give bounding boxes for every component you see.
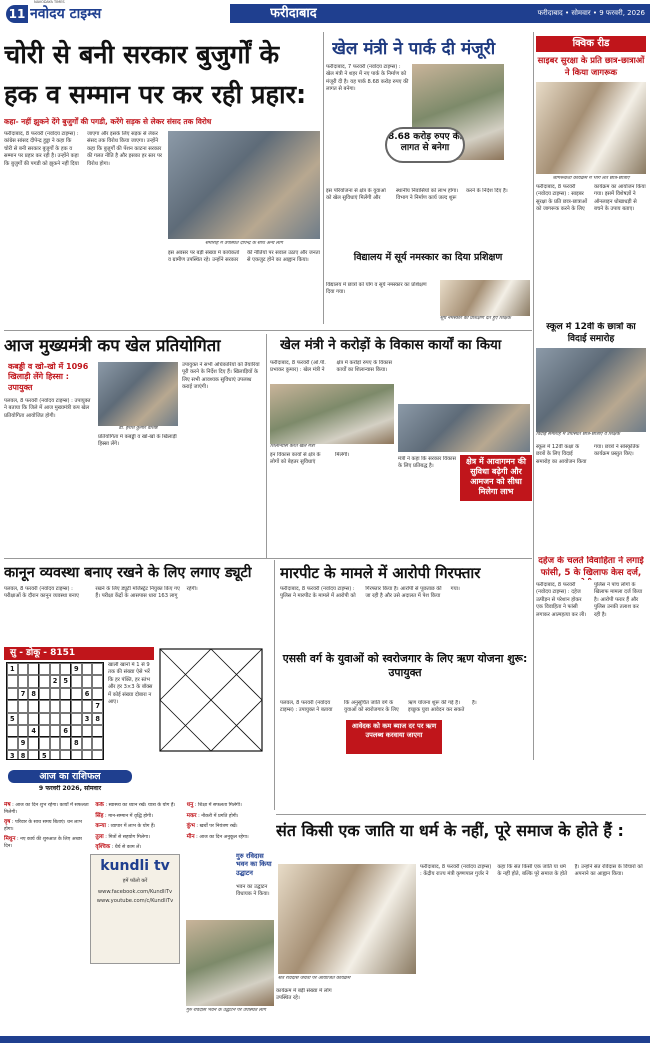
sudoku-cell xyxy=(7,688,18,700)
section-rule xyxy=(4,558,532,559)
sudoku-cell xyxy=(18,725,29,737)
rashi-text: शिक्षा में सफलता मिलेगी। xyxy=(197,803,242,808)
rashi-item: कर्क : स्वास्थ्य का ध्यान रखें। यात्रा के योग हैं। xyxy=(95,802,176,808)
law-headline: कानून व्यवस्था बनाए रखने के लिए लगाए ड्यूटी xyxy=(4,565,252,581)
saint-caption: संत रविदास जयंती पर आयोजित कार्यक्रम xyxy=(278,976,351,981)
rashi-text: नए कार्य की शुरुआत के लिए अच्छा दिन। xyxy=(4,837,82,849)
projects-body-2: इन विकास कार्यों से क्षेत्र के लोगों को बेहतर सुविधाएं मिलेंगी। xyxy=(270,452,350,466)
sudoku-cell xyxy=(60,688,71,700)
saint-headline: संत किसी एक जाति या धर्म के नहीं, पूरे समाज के होते हैं : xyxy=(276,821,624,840)
sudoku-cell xyxy=(92,750,103,760)
sudoku-cell xyxy=(50,750,61,760)
sudoku-cell xyxy=(60,713,71,725)
column-rule xyxy=(533,32,534,760)
projects-headline: खेल मंत्री ने करोड़ों के विकास कार्यों का किया xyxy=(280,338,502,353)
sudoku-cell xyxy=(18,663,29,675)
ad-line-2: www.facebook.com/KundliTv xyxy=(97,888,173,895)
rashi-item: मेष : आज का दिन शुभ रहेगा। कार्यों में सफलता मिलेगी। xyxy=(4,802,89,815)
section-rule xyxy=(276,814,646,815)
column-rule xyxy=(274,560,275,810)
farewell-body: स्कूल में 12वीं कक्षा के छात्रों के लिए विदाई समारोह का आयोजन किया गया। छात्रों ने सांस्कृतिक कार्यक्रम प्रस्तुत किए। xyxy=(536,444,640,465)
loan-headline: एससी वर्ग के युवाओं को स्वरोजगार के लिए ऋण योजना शुरू: उपायुक्त xyxy=(282,652,528,679)
sudoku-cell: 5 xyxy=(7,713,18,725)
sudoku-cell xyxy=(50,700,61,712)
sudoku-cell xyxy=(28,700,39,712)
rashi-text: आज का दिन अनुकूल रहेगा। xyxy=(199,834,249,840)
loan-body: पलवल, 8 फरवरी (नवोदय टाइम्स) : उपायुक्त ने बताया कि अनुसूचित जाति वर्ग के युवाओं को स्वरोजगार के लिए ऋण योजना शुरू की गई है। इच्छुक युवा आवेदन कर सकते हैं। xyxy=(280,700,477,714)
sudoku-cell xyxy=(39,663,50,675)
sudoku-cell: 8 xyxy=(92,713,103,725)
sudoku-cell xyxy=(92,688,103,700)
masthead: नवोदय टाइम्स xyxy=(30,6,102,22)
projects-photo-caption: शिलान्यास करते खेल मंत्री xyxy=(270,444,315,449)
sudoku-cell xyxy=(28,737,39,749)
sudoku-cell xyxy=(82,700,93,712)
sudoku-cell xyxy=(50,688,61,700)
rashi-sign: मेष xyxy=(4,802,11,808)
sudoku-cell xyxy=(7,725,18,737)
rashi-sign: कर्क xyxy=(95,802,104,808)
farewell-caption: विदाई समारोह में उपस्थित छात्र-छात्राएं व शिक्षक xyxy=(536,432,620,437)
saint-body-1: फरीदाबाद, 8 फरवरी (नवोदय टाइम्स) : केंद्रीय राज्य मंत्री कृष्णपाल गुर्जर ने कहा कि संत किसी एक जाति या धर्म के नहीं होते, बल्कि पूरे समाज के होते हैं। उन्होंने संत रविदास के विचारों को अपनाने का आह्वान किया। xyxy=(420,864,643,878)
sudoku-cell xyxy=(82,675,93,687)
cm-cup-headline: आज मुख्यमंत्री कप खेल प्रतियोगिता xyxy=(4,336,221,355)
lead-deck: कहा- नहीं झुकने देंगे बुजुर्गों की पगडी, करेंगे सड़क से लेकर संसद तक विरोध xyxy=(4,117,212,126)
sudoku-grid xyxy=(6,662,104,760)
loan-highlight-box: आवेदक को कम ब्याज दर पर ऋण उपलब्ध करवाया जाएगा xyxy=(346,720,442,754)
sudoku-cell xyxy=(18,675,29,687)
sudoku-cell xyxy=(18,700,29,712)
rashi-sign: मकर xyxy=(186,812,197,819)
rashi-item: मकर : नौकरी में प्रगति होगी। xyxy=(186,812,239,819)
assault-body: फरीदाबाद, 8 फरवरी (नवोदय टाइम्स) : पुलिस ने मारपीट के मामले में आरोपी को गिरफ्तार किया है। आरोपी से पूछताछ की जा रही है और उसे अदालत में पेश किया गया। xyxy=(280,586,460,600)
dateline: फरीदाबाद • सोमवार • 9 फरवरी, 2026 xyxy=(537,9,645,17)
rashi-text: धैर्य से काम लें। xyxy=(114,845,142,851)
sudoku-cell xyxy=(60,700,71,712)
section-label: फरीदाबाद xyxy=(270,6,317,21)
quick-read-label: क्विक रीड xyxy=(536,36,646,52)
workshop-headline: विद्यालय में सूर्य नमस्कार का दिया प्रशिक्षण xyxy=(326,251,530,279)
projects-photo-2 xyxy=(398,404,530,452)
workshop-body: विद्यालय में छात्रों को योग व सूर्य नमस्कार का प्रशिक्षण दिया गया। xyxy=(326,282,427,296)
rashi-item: सिंह : मान-सम्मान में वृद्धि होगी। xyxy=(95,812,153,819)
quick-read-headline: साइबर सुरक्षा के प्रति छात्र-छात्राओं ने किया जागरूक xyxy=(537,55,645,77)
guru-body: भवन का उद्घाटन विधायक ने किया। xyxy=(236,884,270,898)
sudoku-cell xyxy=(92,725,103,737)
saint-photo xyxy=(278,864,416,974)
rashi-text: खर्चों पर नियंत्रण रखें। xyxy=(199,824,238,830)
sudoku-cell xyxy=(39,700,50,712)
sudoku-cell: 6 xyxy=(60,725,71,737)
rashifal-label: आज का राशिफल xyxy=(8,770,132,783)
rashi-text: मान-सम्मान में वृद्धि होगी। xyxy=(108,813,153,819)
sudoku-label: सु - डोकू - 8151 xyxy=(4,647,154,660)
sudoku-cell xyxy=(39,675,50,687)
sudoku-cell xyxy=(50,737,61,749)
rashi-text: व्यापार में लाभ के योग हैं। xyxy=(110,824,156,830)
sudoku-cell xyxy=(39,737,50,749)
sudoku-cell: 6 xyxy=(82,688,93,700)
rashi-text: मित्रों से सहयोग मिलेगा। xyxy=(108,834,150,840)
cm-cup-body-1: पलवल, 8 फरवरी (नवोदय टाइम्स) : उपायुक्त ने बताया कि जिले में आज मुख्यमंत्री कप खेल प्रतियोगिता आयोजित होगी। xyxy=(4,398,91,419)
rashi-text: नौकरी में प्रगति होगी। xyxy=(201,813,239,819)
ad-line-1: हमें फॉलो करें xyxy=(122,878,148,884)
sudoku-cell xyxy=(28,713,39,725)
sudoku-cell xyxy=(7,700,18,712)
sports-body-2: इस परियोजना से क्षेत्र के युवाओं को खेल सुविधाएं मिलेंगी और स्थानीय निवासियों को लाभ होगा। विभाग ने निर्माण कार्य जल्द शुरू करने के निर्देश दिए हैं। xyxy=(326,188,508,202)
farewell-photo xyxy=(536,348,646,432)
cm-cup-body-3: उपायुक्त ने सभी अधिकारियों को तैयारियां पूरी करने के निर्देश दिए हैं। खिलाड़ियों के लिए सभी आवश्यक सुविधाएं उपलब्ध कराई जाएंगी। xyxy=(182,362,260,391)
sudoku-cell xyxy=(82,725,93,737)
rashi-sign: मिथुन xyxy=(4,836,16,843)
sudoku-cell xyxy=(92,737,103,749)
kundli-chart xyxy=(158,647,264,765)
section-rule xyxy=(4,330,532,331)
kundli-tv-ad xyxy=(90,854,180,964)
law-body: पलवल, 8 फरवरी (नवोदय टाइम्स) : परीक्षाओं के दौरान कानून व्यवस्था बनाए रखने के लिए ड्यूटी मजिस्ट्रेट नियुक्त किए गए हैं। परीक्षा केंद्रों के आसपास धारा 163 लागू रहेगी। xyxy=(4,586,198,600)
rashi-item: तुला : मित्रों से सहयोग मिलेगा। xyxy=(95,833,150,840)
masthead-sub: NAVODAYA TIMES xyxy=(34,0,65,4)
sudoku-cell xyxy=(71,688,82,700)
quick-read-caption: जागरूकता कार्यक्रम में भाग लेते छात्र-छात्राएं xyxy=(552,176,630,181)
sudoku-cell xyxy=(92,663,103,675)
sudoku-cell: 4 xyxy=(28,725,39,737)
sudoku-cell xyxy=(50,663,61,675)
cm-cup-body-2: प्रतियोगिता में कबड्डी व खो-खो के खिलाड़ी हिस्सा लेंगे। xyxy=(98,434,177,448)
rashi-item: धनु : शिक्षा में सफलता मिलेगी। xyxy=(186,802,242,808)
sudoku-cell xyxy=(71,750,82,760)
page-footer xyxy=(0,1036,650,1043)
column-rule xyxy=(323,32,324,324)
sudoku-cell: 7 xyxy=(92,700,103,712)
rashi-text: स्वास्थ्य का ध्यान रखें। यात्रा के योग हैं। xyxy=(108,803,176,808)
sudoku-cell xyxy=(50,725,61,737)
sudoku-cell xyxy=(71,713,82,725)
rashi-item: मिथुन : नए कार्य की शुरुआत के लिए अच्छा दिन। xyxy=(4,836,82,849)
rashi-item: कुंभ : खर्चों पर नियंत्रण रखें। xyxy=(186,823,238,830)
projects-body-1: फरीदाबाद, 8 फरवरी (ओ.पी. प्रभाकर कुमार) : खेल मंत्री ने क्षेत्र में करोड़ों रुपए के विकास कार्यों का शिलान्यास किया। xyxy=(270,360,392,374)
sudoku-cell xyxy=(39,688,50,700)
bottom-photo-caption: गुरु रविदास भवन के उद्घाटन पर उपस्थित लोग xyxy=(186,1008,266,1013)
rashi-item: वृष : परिवार के साथ समय बिताएं। धन लाभ होगा। xyxy=(4,819,83,832)
rashi-item: वृश्चिक : धैर्य से काम लें। xyxy=(95,844,142,851)
sudoku-cell xyxy=(39,713,50,725)
sudoku-cell: 9 xyxy=(18,737,29,749)
rashi-sign: तुला xyxy=(95,833,104,840)
lead-body-1: फरीदाबाद, 8 फरवरी (नवोदय टाइम्स) : कांग्रेस सांसद दीपेन्द्र हुड्डा ने कहा कि चोरी से बनी सरकार बुजुर्गों के हक व सम्मान पर प्रहार कर रही है। उन्होंने कहा कि बुजुर्गों की पगडी को झुकने नहीं दिया जाएगा और इसके लिए सड़क से लेकर संसद तक विरोध किया जाएगा। उन्होंने कहा कि बुजुर्गों की पेंशन काटना सरकार की गलत नीति है और इसका हर स्तर पर विरोध होगा। xyxy=(4,131,163,167)
sudoku-cell: 3 xyxy=(82,713,93,725)
sudoku-cell: 5 xyxy=(60,675,71,687)
rashi-sign: धनु xyxy=(186,802,194,808)
sudoku-cell xyxy=(71,700,82,712)
rashi-text: आज का दिन शुभ रहेगा। कार्यों में सफलता मिलेगी। xyxy=(4,803,89,815)
sudoku-cell xyxy=(50,713,61,725)
lead-body-2: इस अवसर पर बड़ी संख्या में कार्यकर्ता व ग्रामीण उपस्थित रहे। उन्होंने सरकार की नीतियों पर सवाल उठाए और जनता से एकजुट होने का आह्वान किया। xyxy=(168,250,320,264)
sports-headline: खेल मंत्री ने पार्क दी मंजूरी xyxy=(332,39,496,59)
column-rule xyxy=(266,334,267,558)
sudoku-cell xyxy=(71,725,82,737)
page-number: 11 xyxy=(6,5,28,23)
sports-callout: 8.68 करोड़ रुपए की लागत से बनेगा xyxy=(385,127,465,163)
sudoku-cell xyxy=(92,675,103,687)
sudoku-cell xyxy=(28,750,39,760)
projects-highlight-box: क्षेत्र में आवागमन की सुविधा बढ़ेगी और आमजन को सीधा मिलेगा लाभ xyxy=(460,455,532,501)
sudoku-cell xyxy=(60,750,71,760)
rashi-sign: वृश्चिक xyxy=(95,844,111,851)
sudoku-cell xyxy=(60,737,71,749)
rashi-sign: कुंभ xyxy=(186,823,195,830)
guru-headline: गुरु रविदास भवन का किया उद्घाटन xyxy=(236,852,272,877)
sudoku-cell xyxy=(28,663,39,675)
sudoku-cell xyxy=(7,737,18,749)
rashi-sign: सिंह xyxy=(95,812,104,819)
sports-body-1: फरीदाबाद, 7 फरवरी (नवोदय टाइम्स) : खेल मंत्री ने शहर में नए पार्क के निर्माण को मंजूरी दी है। यह पार्क 8.68 करोड़ रुपए की लागत से बनेगा। xyxy=(326,64,409,93)
rashi-sign: कन्या xyxy=(95,823,106,830)
ad-brand: kundli tv xyxy=(100,858,170,874)
sudoku-cell xyxy=(82,750,93,760)
sudoku-cell: 1 xyxy=(7,663,18,675)
sudoku-rules: खाली खानों में 1 से 9 तक की संख्या ऐसे भरें कि हर पंक्ति, हर स्तंभ और हर 3×3 के बॉक्स में कोई संख्या दोबारा न आए। xyxy=(108,662,153,706)
rashi-item: कन्या : व्यापार में लाभ के योग हैं। xyxy=(95,823,156,830)
workshop-photo xyxy=(440,280,530,316)
bottom-photo xyxy=(186,920,274,1006)
rashi-text: परिवार के साथ समय बिताएं। धन लाभ होगा। xyxy=(4,820,83,832)
rashi-sign: मीन xyxy=(186,833,195,840)
assault-headline: मारपीट के मामले में आरोपी गिरफ्तार xyxy=(280,564,481,582)
cm-cup-photo-caption: डॉ. हरीश कुमार वशिष्ठ xyxy=(118,426,158,431)
sudoku-cell xyxy=(82,663,93,675)
farewell-headline: स्कूल में 12वीं के छात्रों का विदाई समारोह xyxy=(546,322,636,344)
sudoku-cell: 2 xyxy=(50,675,61,687)
sudoku-cell: 9 xyxy=(71,663,82,675)
workshop-photo-caption: सूर्य नमस्कार का प्रशिक्षण देते हुए शिक्षक xyxy=(440,316,511,321)
sudoku-cell: 8 xyxy=(28,688,39,700)
quick-read-photo xyxy=(536,82,646,174)
dowry-headline: दहेज के चलते विवाहिता ने लगाई फांसी, 5 के खिलाफ केस दर्ज, xyxy=(538,556,644,578)
sudoku-cell xyxy=(82,737,93,749)
sudoku-cell xyxy=(71,675,82,687)
rashifal-date: 9 फरवरी 2026, सोमवार xyxy=(38,785,102,792)
dowry-body: फरीदाबाद, 8 फरवरी (नवोदय टाइम्स) : दहेज उत्पीड़न से परेशान होकर एक विवाहिता ने फांसी लगाकर आत्महत्या कर ली। पुलिस ने पांच लोगों के खिलाफ मामला दर्ज किया है। आरोपी फरार हैं और पुलिस उनकी तलाश कर रही है। xyxy=(536,582,643,618)
cm-cup-photo xyxy=(98,362,178,426)
sudoku-cell: 3 xyxy=(7,750,18,760)
sudoku-cell: 5 xyxy=(39,750,50,760)
rashi-item: मीन : आज का दिन अनुकूल रहेगा। xyxy=(186,833,249,840)
sudoku-cell xyxy=(28,675,39,687)
projects-photo xyxy=(270,384,394,444)
rashi-sign: वृष xyxy=(4,819,11,826)
sudoku-cell: 8 xyxy=(18,750,29,760)
saint-body-2: कार्यक्रम में बड़ी संख्या में लोग उपस्थित रहे। xyxy=(276,988,332,1002)
lead-headline: चोरी से बनी सरकार बुजुर्गों के हक व सम्मान पर कर रही प्रहार: xyxy=(4,40,307,110)
sudoku-cell: 7 xyxy=(18,688,29,700)
projects-body-3: मंत्री ने कहा कि सरकार विकास के लिए प्रतिबद्ध है। xyxy=(398,456,456,470)
sudoku-cell xyxy=(39,725,50,737)
lead-photo xyxy=(168,131,320,239)
sudoku-cell xyxy=(18,713,29,725)
cm-cup-subheadline: कबड्डी व खो-खो में 1096 खिलाड़ी लेंगे हिस्सा : उपायुक्त xyxy=(8,362,89,392)
ad-line-3: www.youtube.com/c/KundliTv xyxy=(96,898,174,904)
quick-read-body: फरीदाबाद, 8 फरवरी (नवोदय टाइम्स) : साइबर सुरक्षा के प्रति छात्र-छात्राओं को जागरूक करने के लिए कार्यक्रम का आयोजन किया गया। इसमें विशेषज्ञों ने ऑनलाइन धोखाधड़ी से बचने के उपाय बताए। xyxy=(536,184,646,213)
lead-photo-caption: समारोह में उपस्थित दीपेन्द्र के साथ अन्य लोग xyxy=(205,241,283,246)
sudoku-cell xyxy=(60,663,71,675)
sudoku-cell xyxy=(7,675,18,687)
sudoku-cell: 8 xyxy=(71,737,82,749)
